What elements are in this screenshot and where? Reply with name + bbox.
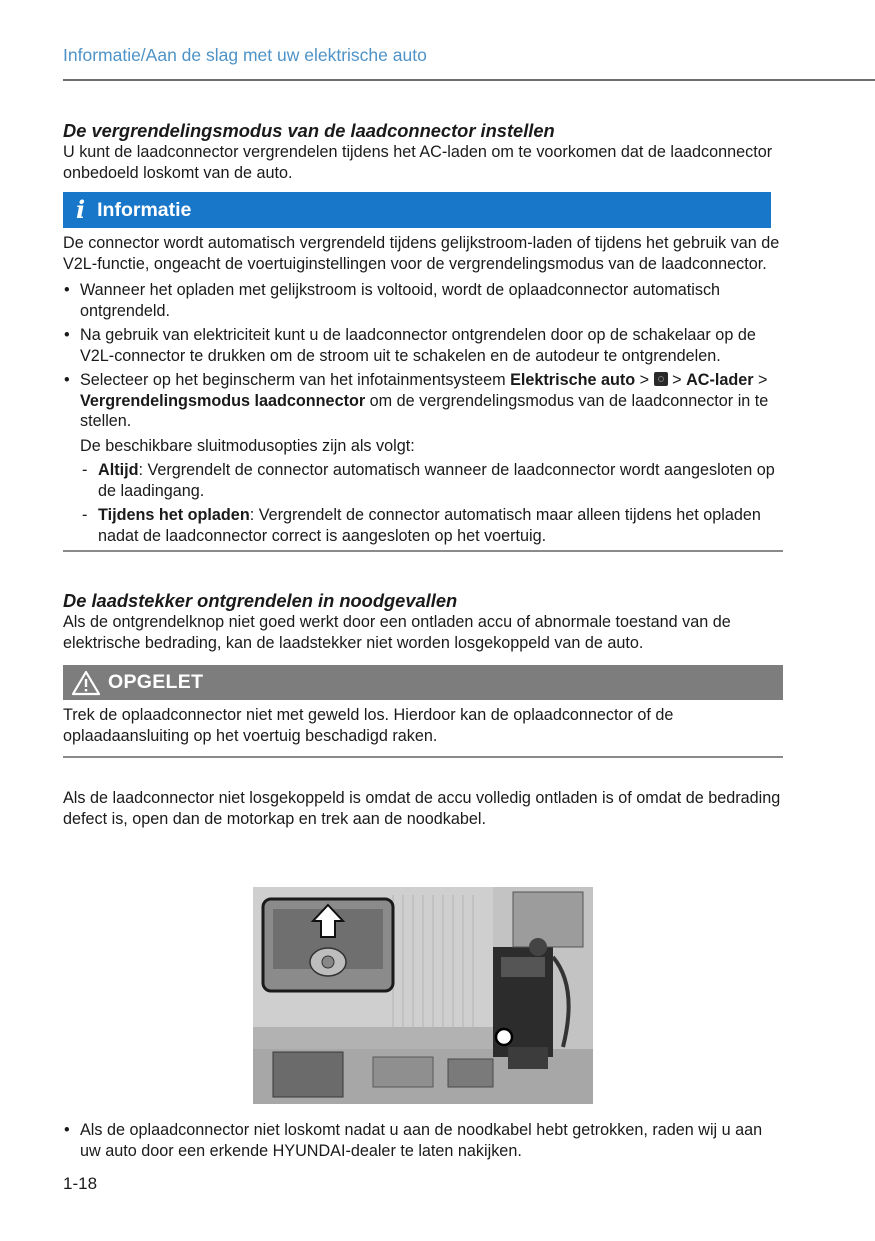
option-label: Tijdens het opladen <box>98 506 250 524</box>
engine-bay-illustration <box>253 887 593 1104</box>
path-separator: > <box>753 371 768 389</box>
settings-icon <box>654 372 668 386</box>
main-content <box>63 120 783 829</box>
running-header: Informatie/Aan de slag met uw elektrische auto <box>63 45 427 65</box>
option-label: Altijd <box>98 461 139 479</box>
header-divider <box>63 79 875 81</box>
information-label: Informatie <box>97 198 192 221</box>
section-divider <box>63 550 783 552</box>
section-heading-lock-mode: De vergrendelingsmodus van de laadconnector instellen <box>63 120 555 141</box>
caution-text: Trek de oplaadconnector niet met geweld los. Hierdoor kan de oplaadconnector of de oplaadaansluiting op het voertuig beschadigd raken. <box>63 706 674 745</box>
caution-banner <box>63 665 783 700</box>
list-item <box>80 505 783 546</box>
body-paragraph: Als de laadconnector niet losgekoppeld is omdat de accu volledig ontladen is of omdat de bedrading defect is, open dan de motorkap en trek aan de noodkabel. <box>63 789 781 828</box>
menu-path-electric-car: Elektrische auto <box>510 371 636 389</box>
list-item <box>63 325 783 366</box>
information-banner <box>63 192 771 228</box>
information-bullet-list <box>63 280 783 546</box>
bullet-text: om de vergrendelingsmodus van de laadconnector in te stellen. <box>80 391 769 430</box>
bullet-text: Na gebruik van elektriciteit kunt u de laadconnector ontgrendelen door op de schakelaar op de V2L-connector te drukken om de stroom uit te schakelen en de autodeur te ontgrendelen. <box>80 326 756 365</box>
bullet-text: Selecteer op het beginscherm van het infotainmentsysteem <box>80 371 511 389</box>
info-icon: i <box>76 194 86 224</box>
menu-path-lock-mode: Vergrendelingsmodus laadconnector <box>80 391 366 410</box>
options-intro: De beschikbare sluitmodusopties zijn als volgt: <box>80 436 415 455</box>
footnote-list <box>63 1120 783 1161</box>
list-item <box>63 280 783 321</box>
list-item <box>63 1120 783 1161</box>
warning-triangle-icon <box>71 670 101 696</box>
option-text: : Vergrendelt de connector automatisch wanneer de laadconnector wordt aangesloten op de laadingang. <box>98 461 775 500</box>
information-text: De connector wordt automatisch vergrendeld tijdens gelijkstroom-laden of tijdens het gebruik van de V2L-functie, ongeacht de voertuiginstellingen voor de vergrendelingsmodus van de laadconnector. <box>63 234 780 273</box>
section-divider <box>63 756 783 758</box>
section-intro-lock-mode: U kunt de laadconnector vergrendelen tijdens het AC-laden om te voorkomen dat de laadconnector onbedoeld loskomt van de auto. <box>63 143 773 182</box>
list-item <box>80 460 783 501</box>
page-number: 1-18 <box>63 1174 98 1193</box>
path-separator: > <box>667 371 687 389</box>
list-item <box>63 370 783 546</box>
footnote-bullet <box>63 1120 783 1165</box>
section-intro-emergency: Als de ontgrendelknop niet goed werkt door een ontladen accu of abnormale toestand van de elektrische bedrading, kan de laadstekker niet worden losgekoppeld van de auto. <box>63 613 731 652</box>
path-separator: > <box>635 371 654 389</box>
bullet-text: Als de oplaadconnector niet loskomt nadat u aan de noodkabel hebt getrokken, raden wij u aan uw auto door een erkende HYUNDAI-dealer te laten nakijken. <box>80 1121 763 1160</box>
caution-label: OPGELET <box>108 671 204 694</box>
bullet-text: Wanneer het opladen met gelijkstroom is voltooid, wordt de oplaadconnector automatisch ontgrendeld. <box>80 281 721 320</box>
menu-path-ac-charger: AC-lader <box>686 371 754 389</box>
options-list <box>80 460 783 546</box>
section-heading-emergency: De laadstekker ontgrendelen in noodgevallen <box>63 590 458 611</box>
option-text: : Vergrendelt de connector automatisch maar alleen tijdens het opladen nadat de laadconnector correct is aangesloten op het voertuig. <box>98 506 761 545</box>
